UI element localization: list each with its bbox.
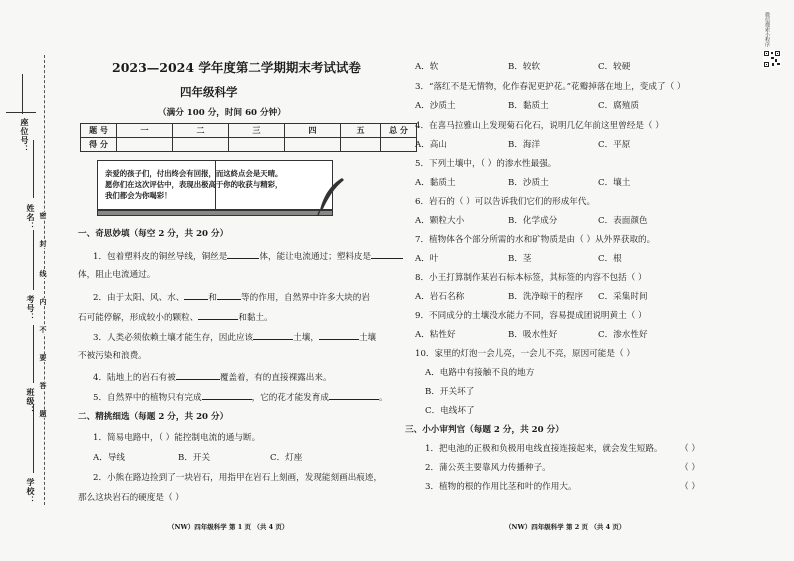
class-field[interactable] [33, 325, 34, 383]
seal-char: 线 [39, 270, 48, 278]
s2-q4-opt-a[interactable]: A．高山 [415, 140, 447, 150]
s2-q3-opt-c[interactable]: C．腐殖质 [598, 101, 639, 111]
seal-char: 内 [39, 298, 48, 306]
s2-q7-opt-c[interactable]: C．根 [598, 254, 622, 264]
score-header-row [81, 124, 417, 138]
footer-right: （NW）四年级科学 第 2 页 （共 4 页） [505, 523, 626, 531]
q-text: 等的作用，自然界中许多大块的岩 [241, 293, 370, 303]
banner-text [105, 168, 315, 201]
banner-line: 亲爱的孩子们，付出终会有回报，而这終点会是天晴。 [105, 169, 283, 178]
score-header-cell: 三 [229, 124, 285, 138]
score-cell[interactable] [381, 138, 417, 152]
class-label: 班级： [26, 388, 36, 415]
s1-q4 [93, 371, 332, 384]
score-header-cell: 一 [117, 124, 173, 138]
seal-char: 封 [39, 240, 48, 248]
banner-line: 我们都会为你喝彩！ [105, 191, 172, 200]
s3-q3: 3．植物的根的作用比茎和叶的作用大。 [425, 482, 577, 492]
q-text: 2．由于太阳、风、水、 [93, 293, 185, 303]
q-text: 3．人类必须依赖土壤才能生存，因此应该 [93, 333, 254, 343]
qr-code-icon [763, 50, 781, 68]
s3-q3-answer[interactable]: （ ） [680, 482, 700, 492]
s2-q6-opt-c[interactable]: C．表面颜色 [598, 216, 648, 226]
blank-field[interactable] [176, 371, 220, 380]
s2-q7: 7．植物体各个部分所需的水和矿物质是由（ ）从外界获取的。 [415, 235, 656, 245]
s2-q4-opt-b[interactable]: B．海洋 [508, 140, 541, 150]
score-header-cell: 四 [285, 124, 341, 138]
s2-q1-opt-c[interactable]: C．灯座 [270, 453, 303, 463]
s2-q3-opt-b[interactable]: B．黏质土 [508, 101, 549, 111]
section1-title: 一、奇思妙填（每空 2 分，共 20 分） [78, 229, 229, 239]
s1-q3 [93, 331, 376, 344]
score-table [80, 123, 417, 152]
q-text: 石可能停解，形成较小的颗粒、 [78, 313, 199, 323]
q-text: 体，能让电流通过；塑料皮是 [259, 252, 372, 262]
s2-q6-opt-a[interactable]: A．颗粒大小 [415, 216, 465, 226]
seal-char: 要 [39, 354, 48, 362]
blank-field[interactable] [184, 291, 208, 300]
s2-q3-opt-a[interactable]: A．沙质土 [415, 101, 456, 111]
s2-q9-opt-a[interactable]: A．粘性好 [415, 330, 456, 340]
s2-q7-opt-b[interactable]: B．茎 [508, 254, 532, 264]
q-text: 体，阻止电流通过。 [78, 270, 156, 280]
s2-q8-opt-a[interactable]: A．岩石名称 [415, 292, 465, 302]
blank-field[interactable] [217, 291, 241, 300]
s2-q10-opt-a[interactable]: A．电路中有接触不良的地方 [425, 368, 535, 378]
score-row [81, 138, 417, 152]
q-text: 和黏土。 [238, 313, 273, 323]
exam-subtitle: 四年级科学 [180, 85, 238, 99]
s2-q3: 3．“落红不是无情物，化作春泥更护花。”花瓣掉落在地上，变成了（ ） [415, 82, 686, 92]
score-cell[interactable] [229, 138, 285, 152]
score-cell[interactable] [341, 138, 381, 152]
blank-field[interactable] [329, 391, 379, 400]
seat-label: 座位号： [20, 118, 30, 154]
q-text: 。 [378, 393, 388, 403]
s2-q4-opt-c[interactable]: C．平原 [598, 140, 631, 150]
blank-field[interactable] [202, 391, 252, 400]
binding-dashed-line [44, 55, 45, 505]
s2-q6: 6．岩石的（ ）可以告诉我们它们的形成年代。 [415, 197, 596, 207]
q-text: 覆盖着，有的直接裸露出来。 [219, 373, 332, 383]
q-text: 1．包着塑料皮的铜丝导线，铜丝是 [93, 252, 228, 262]
s1-q5 [93, 391, 388, 404]
name-label: 姓名： [26, 204, 36, 231]
s1-q2 [93, 291, 370, 304]
q-text: 土壤 [358, 333, 377, 343]
name-field[interactable] [33, 140, 34, 198]
q-text: 5．自然界中的植物只有完成 [93, 393, 202, 403]
blank-field[interactable] [227, 250, 259, 259]
footer-left: （NW）四年级科学 第 1 页 （共 4 页） [168, 523, 289, 531]
s2-q2-opt-c[interactable]: C．较硬 [598, 62, 631, 72]
exam-meta: （满分 100 分，时间 60 分钟） [158, 108, 286, 118]
s3-q2-answer[interactable]: （ ） [680, 463, 700, 473]
s2-q5: 5．下列土壤中，（ ）的渗水性最强。 [415, 159, 557, 169]
s1-q1 [93, 250, 403, 263]
s2-q7-opt-a[interactable]: A．叶 [415, 254, 439, 264]
seal-char: 不 [39, 326, 48, 334]
blank-field[interactable] [198, 311, 238, 320]
exam-no-field[interactable] [33, 230, 34, 290]
exam-title: 2023—2024 学年度第二学期期末考试试卷 [112, 60, 361, 75]
s2-q2-opt-b[interactable]: B．较软 [508, 62, 541, 72]
s2-q9-opt-c[interactable]: C．渗水性好 [598, 330, 648, 340]
s2-q9-opt-b[interactable]: B．吸水性好 [508, 330, 558, 340]
score-cell[interactable] [117, 138, 173, 152]
s1-q1-cont [78, 270, 155, 281]
s2-q4: 4．在喜马拉雅山上发现菊石化石，说明几亿年前这里曾经是（ ） [415, 121, 664, 131]
score-cell[interactable] [173, 138, 229, 152]
score-cell[interactable] [285, 138, 341, 152]
score-header-cell: 五 [341, 124, 381, 138]
s2-q1-opt-b[interactable]: B．开关 [178, 453, 211, 463]
s1-q3-cont [78, 351, 147, 362]
s3-q2: 2．蒲公英主要靠风力传播种子。 [425, 463, 551, 473]
s2-q2-cont: 那么这块岩石的硬度是（ ） [78, 493, 184, 503]
s2-q8-opt-c[interactable]: C．采集时间 [598, 292, 648, 302]
s3-q1-answer[interactable]: （ ） [680, 444, 700, 454]
s2-q5-opt-c[interactable]: C．壤土 [598, 178, 631, 188]
blank-field[interactable] [319, 331, 359, 340]
s2-q10: 10．家里的灯泡一会儿亮，一会儿不亮，原因可能是（ ） [415, 349, 635, 359]
encouragement-banner [93, 160, 348, 218]
s2-q8-opt-b[interactable]: B．洗净晾干的程序 [508, 292, 584, 302]
s2-q1: 1．简易电路中，（ ）能控制电流的通与断。 [93, 433, 261, 443]
blank-field[interactable] [253, 331, 293, 340]
seat-field-line [22, 74, 23, 114]
q-text: ，它的花才能发育成 [251, 393, 329, 403]
seal-char: 密 [39, 212, 48, 220]
feather-pen-icon [312, 176, 348, 216]
s2-q1-opt-a[interactable]: A．导线 [93, 453, 125, 463]
q-text: 和 [208, 293, 218, 303]
s2-q9: 9．不同成分的土壤没水能力不同，容易提成团说明黄土（ ） [415, 311, 647, 321]
s2-q5-opt-a[interactable]: A．黏质土 [415, 178, 456, 188]
section2-title: 二、精挑细选（每题 2 分，共 20 分） [78, 412, 229, 422]
seat-field[interactable] [6, 112, 36, 113]
s2-q2-opt-a[interactable]: A．软 [415, 62, 439, 72]
seal-char: 题 [39, 410, 48, 418]
s1-q2-cont [78, 311, 273, 324]
s2-q10-opt-c[interactable]: C．电线坏了 [425, 406, 475, 416]
q-text: 土壤， [293, 333, 319, 343]
blank-field[interactable] [371, 250, 403, 259]
score-header-cell: 总 分 [381, 124, 417, 138]
banner-line: 愿你们在这次评估中，表现出极高于你的收获与精彩， [105, 180, 283, 189]
book-spine [97, 210, 333, 216]
score-header-cell: 二 [173, 124, 229, 138]
score-header-cell: 题 号 [81, 124, 117, 138]
q-text: 4．陆地上的岩石有被 [93, 373, 176, 383]
s2-q2: 2．小熊在路边捡到了一块岩石，用指甲在岩石上刻画，发现能刻画出痕迹， [93, 473, 383, 483]
s3-q1: 1．把电池的正极和负极用电线直接连接起来，就会发生短路。 [425, 444, 663, 454]
s2-q8: 8．小王打算制作某岩石标本标签，其标签的内容不包括（ ） [415, 273, 647, 283]
school-field[interactable] [33, 405, 34, 473]
score-row-label: 得 分 [81, 138, 117, 152]
q-text: 不被污染和浪费。 [78, 351, 147, 361]
s2-q5-opt-b[interactable]: B．沙质土 [508, 178, 549, 188]
exam-no-label: 考号： [26, 295, 36, 322]
s2-q10-opt-b[interactable]: B．开关坏了 [425, 387, 475, 397]
section3-title: 三、小小审判官（每题 2 分，共 20 分） [405, 425, 564, 435]
s2-q6-opt-b[interactable]: B．化学成分 [508, 216, 558, 226]
watermark-text: 微信搜索小程序 [764, 12, 770, 47]
seal-char: 答 [39, 382, 48, 390]
school-label: 学校： [26, 478, 36, 505]
